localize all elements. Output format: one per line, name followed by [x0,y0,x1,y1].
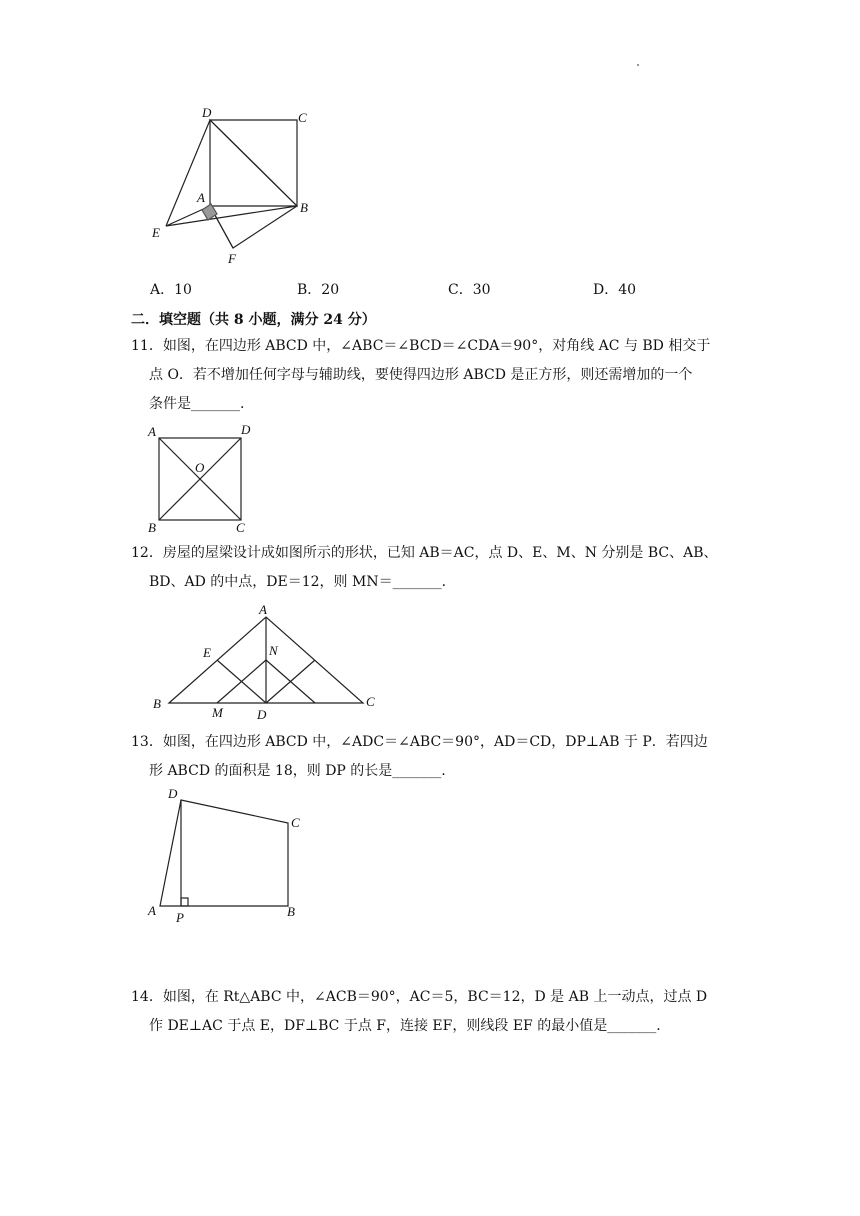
label-C: C [366,694,375,709]
page-dot [637,64,639,66]
section-title: 二．填空题（共 8 小题，满分 24 分） [131,312,376,328]
label-D: D [241,422,251,437]
q11-line-2: 点 O．若不增加任何字母与辅助线，要使得四边形 ABCD 是正方形，则还需增加的一个 [149,367,693,383]
option-b: B．20 [297,282,340,298]
q14-line-2: 作 DE⊥AC 于点 E，DF⊥BC 于点 F，连接 EF，则线段 EF 的最小值是_______. [149,1018,661,1034]
label-O: O [195,460,205,475]
label-B: B [287,904,295,919]
figure-q12 [145,598,390,723]
label-P: P [176,910,184,925]
label-B: B [153,696,161,711]
q13-line-1: 13．如图，在四边形 ABCD 中，∠ADC＝∠ABC＝90°，AD＝CD，DP⊥AB 于 P．若四边 [131,734,708,750]
figure-q13 [140,782,315,927]
q13-line-2: 形 ABCD 的面积是 18，则 DP 的长是_______. [149,763,446,779]
label-C: C [291,815,300,830]
option-d: D．40 [593,282,637,298]
option-a: A．10 [150,282,192,298]
figure-q11 [140,420,260,535]
label-C: C [236,520,245,535]
label-C: C [298,110,307,125]
label-B: B [300,200,308,215]
q11-line-3: 条件是_______. [149,396,245,412]
label-E: E [152,225,160,240]
label-D: D [202,105,212,120]
q14-line-1: 14．如图，在 Rt△ABC 中，∠ACB＝90°，AC＝5，BC＝12，D 是 AB 上一动点，过点 D [131,989,708,1005]
label-A: A [197,190,205,205]
label-E: E [203,645,211,660]
label-D: D [168,786,178,801]
label-D: D [257,707,267,722]
label-M: M [212,705,223,720]
q11-line-1: 11．如图，在四边形 ABCD 中，∠ABC＝∠BCD＝∠CDA＝90°，对角线 AC 与 BD 相交于 [131,338,711,354]
label-F: F [228,251,236,266]
label-N: N [269,643,278,658]
label-A: A [148,424,156,439]
label-B: B [148,520,156,535]
figure-q10 [140,100,330,270]
option-c: C．30 [448,282,491,298]
label-A: A [148,903,156,918]
q12-line-1: 12．房屋的屋梁设计成如图所示的形状，已知 AB＝AC，点 D、E、M、N 分别是 BC、AB、 [131,545,718,561]
q12-line-2: BD、AD 的中点，DE＝12，则 MN＝_______. [149,574,447,590]
label-A: A [259,602,267,617]
